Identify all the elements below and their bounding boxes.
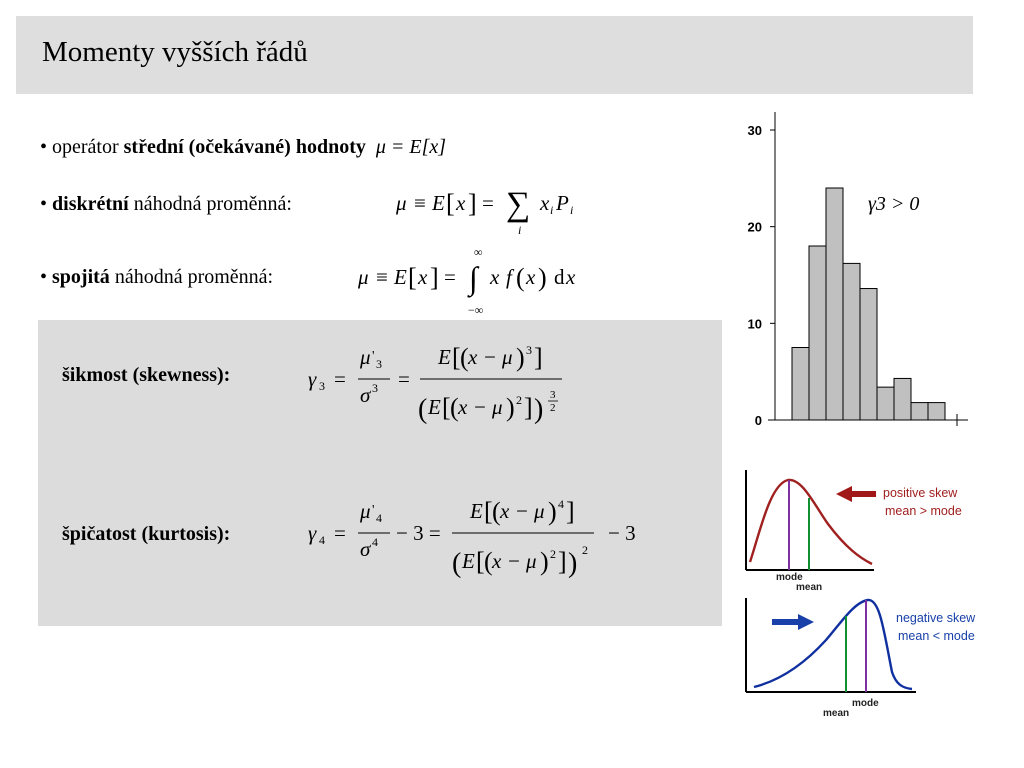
mean-label: mean xyxy=(823,708,850,719)
svg-text:[: [ xyxy=(452,343,461,372)
svg-text:i: i xyxy=(518,223,522,237)
histogram-bar xyxy=(809,246,826,420)
svg-text:': ' xyxy=(372,503,375,518)
svg-text:(: ( xyxy=(450,393,459,422)
svg-text:i: i xyxy=(570,203,574,217)
positive-skew-label: positive skew xyxy=(883,486,958,500)
bullet-3-prefix: • xyxy=(40,266,53,288)
svg-text:E: E xyxy=(432,191,445,215)
svg-text:i: i xyxy=(550,203,554,217)
svg-text:x: x xyxy=(418,265,428,289)
svg-text:(: ( xyxy=(492,497,501,526)
svg-text:μ: μ xyxy=(396,191,407,215)
svg-text:=: = xyxy=(398,367,410,391)
svg-text:E: E xyxy=(438,345,451,369)
skewness-formula xyxy=(306,336,576,432)
svg-text:3: 3 xyxy=(319,379,325,393)
svg-text:]: ] xyxy=(558,547,567,576)
svg-text:x: x xyxy=(566,265,576,289)
svg-text:γ: γ xyxy=(308,367,317,391)
svg-text:(: ( xyxy=(484,547,493,576)
svg-text:x − μ: x − μ xyxy=(468,345,513,369)
svg-text:3: 3 xyxy=(372,381,378,395)
kurtosis-formula xyxy=(306,488,656,584)
svg-text:x − μ: x − μ xyxy=(458,395,503,419)
bullet-3-rest: náhodná proměnná: xyxy=(109,266,274,288)
svg-text:4: 4 xyxy=(372,535,378,549)
svg-text:): ) xyxy=(540,547,549,576)
svg-text:x: x xyxy=(526,265,536,289)
histogram-y-tick-label: 20 xyxy=(747,219,762,235)
svg-text:[: [ xyxy=(442,393,451,422)
svg-text:μ: μ xyxy=(360,499,371,523)
svg-text:': ' xyxy=(372,349,375,364)
discrete-mean-formula xyxy=(394,182,594,238)
svg-text:E: E xyxy=(394,265,407,289)
histogram-y-tick-label: 30 xyxy=(747,123,762,138)
bullet-1-prefix: • operátor xyxy=(40,136,124,158)
svg-text:−∞: −∞ xyxy=(468,303,484,317)
svg-text:): ) xyxy=(506,393,515,422)
histogram-bar xyxy=(911,403,928,420)
svg-text:=: = xyxy=(482,191,494,215)
bullet-2-prefix: • xyxy=(40,193,53,215)
mean-label: mean xyxy=(796,582,823,593)
svg-text:∫: ∫ xyxy=(469,260,478,296)
bullet-1-bold: střední (očekávané) hodnoty xyxy=(123,136,366,158)
svg-text:(: ( xyxy=(460,343,469,372)
histogram-y-tick-label: 10 xyxy=(747,316,762,332)
svg-text:μ: μ xyxy=(358,265,369,289)
svg-text:∑: ∑ xyxy=(506,186,531,223)
bullet-2-rest: náhodná proměnná: xyxy=(128,193,292,215)
svg-text:]: ] xyxy=(430,263,439,292)
svg-text:σ: σ xyxy=(360,383,371,407)
histogram-bar xyxy=(894,378,911,420)
mode-label: mode xyxy=(776,572,803,583)
svg-text:(: ( xyxy=(452,548,462,579)
svg-text:(: ( xyxy=(418,394,428,425)
svg-text:− 3 =: − 3 = xyxy=(396,521,441,545)
svg-text:=: = xyxy=(334,367,346,391)
svg-text:2: 2 xyxy=(550,547,556,561)
svg-text:4: 4 xyxy=(376,511,382,525)
svg-text:4: 4 xyxy=(558,497,564,511)
histogram-bar xyxy=(860,289,877,420)
svg-text:): ) xyxy=(568,548,578,579)
negative-skew-diagram xyxy=(736,592,1016,722)
svg-text:2: 2 xyxy=(516,393,522,407)
bullet-continuous xyxy=(40,266,273,289)
svg-text:σ: σ xyxy=(360,537,371,561)
svg-text:x: x xyxy=(456,191,466,215)
svg-text:(: ( xyxy=(516,263,525,292)
svg-text:E: E xyxy=(470,499,483,523)
svg-text:x: x xyxy=(540,191,550,215)
negative-skew-relation: mean < mode xyxy=(898,629,975,643)
positive-skew-diagram xyxy=(736,462,1006,594)
svg-text:≡: ≡ xyxy=(414,191,426,215)
svg-text:]: ] xyxy=(566,497,575,526)
svg-text:=: = xyxy=(444,265,456,289)
svg-text:E: E xyxy=(462,549,475,573)
skewness-label: šikmost (skewness): xyxy=(62,364,231,386)
histogram-bar xyxy=(792,348,809,421)
slide-title: Momenty vyšších řádů xyxy=(42,36,308,68)
positive-skew-relation: mean > mode xyxy=(885,504,962,518)
mode-label: mode xyxy=(852,698,879,709)
svg-text:): ) xyxy=(516,343,525,372)
bullet-3-bold: spojitá xyxy=(52,266,110,288)
svg-text:d: d xyxy=(554,265,565,289)
svg-text:3: 3 xyxy=(376,357,382,371)
right-arrow-icon xyxy=(772,614,814,630)
svg-text:E: E xyxy=(428,395,441,419)
svg-text:=: = xyxy=(334,521,346,545)
svg-text:P: P xyxy=(556,191,569,215)
negative-skew-label: negative skew xyxy=(896,611,976,625)
svg-text:− 3: − 3 xyxy=(608,521,636,545)
svg-text:4: 4 xyxy=(319,533,325,547)
svg-text:∞: ∞ xyxy=(474,245,483,259)
histogram-bar xyxy=(928,403,945,420)
mean-operator-formula: μ = E[x] xyxy=(370,136,447,158)
svg-text:]: ] xyxy=(468,189,477,218)
svg-text:): ) xyxy=(548,497,557,526)
svg-text:μ: μ xyxy=(360,345,371,369)
skewed-histogram xyxy=(728,108,973,438)
svg-text:x: x xyxy=(490,265,500,289)
svg-text:[: [ xyxy=(446,189,455,218)
svg-text:): ) xyxy=(534,394,544,425)
bullet-discrete xyxy=(40,193,292,216)
svg-text:x − μ: x − μ xyxy=(492,549,537,573)
svg-text:]: ] xyxy=(534,343,543,372)
svg-text:[: [ xyxy=(476,547,485,576)
svg-text:γ: γ xyxy=(308,521,317,545)
histogram-bar xyxy=(843,263,860,420)
bullet-mean-operator xyxy=(40,136,446,159)
histogram-annotation: γ3 > 0 xyxy=(868,193,920,215)
svg-text:3: 3 xyxy=(526,343,532,357)
svg-text:]: ] xyxy=(524,393,533,422)
svg-text:2: 2 xyxy=(582,543,588,557)
kurtosis-label: špičatost (kurtosis): xyxy=(62,523,231,545)
svg-text:3: 3 xyxy=(550,389,556,401)
svg-text:x − μ: x − μ xyxy=(500,499,545,523)
svg-text:[: [ xyxy=(484,497,493,526)
svg-text:): ) xyxy=(538,263,547,292)
histogram-bar xyxy=(877,387,894,420)
negative-skew-curve xyxy=(754,600,912,689)
continuous-mean-formula xyxy=(356,244,596,320)
svg-text:≡: ≡ xyxy=(376,265,388,289)
histogram-y-tick-label: 0 xyxy=(754,413,762,428)
svg-text:[: [ xyxy=(408,263,417,292)
title-bar xyxy=(16,16,973,94)
svg-text:f: f xyxy=(506,265,512,289)
bullet-2-bold: diskrétní xyxy=(52,193,129,215)
histogram-bar xyxy=(826,188,843,420)
left-arrow-icon xyxy=(836,486,876,502)
svg-text:2: 2 xyxy=(550,402,556,414)
